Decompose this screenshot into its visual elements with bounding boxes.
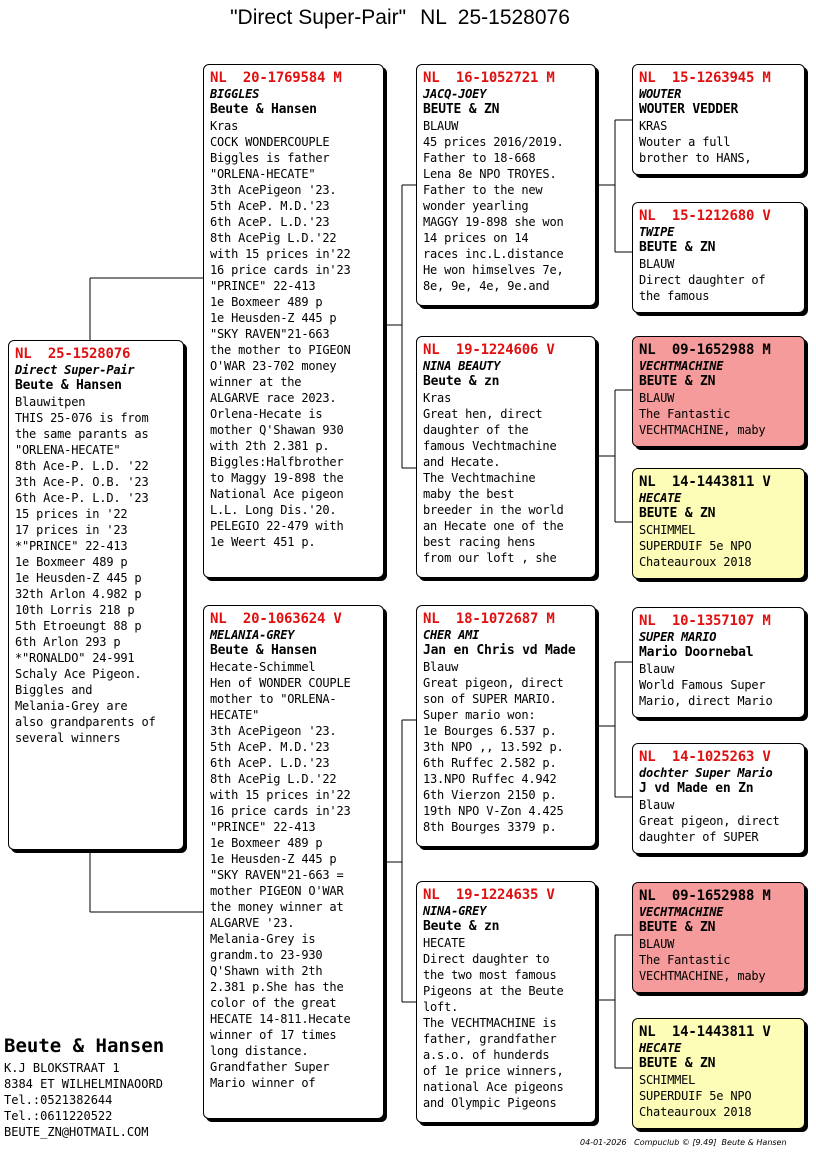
dd-owner: Beute & zn	[423, 919, 500, 934]
ddd-owner: BEUTE & ZN	[639, 1056, 716, 1071]
dsd-ring: NL 14-1025263 V	[639, 749, 771, 765]
subject-note: THIS 25-076 is from the same parants as "ORLENA-HECATE" 8th Ace-P. L.D. '22 3th Ace-P. O.B. '23 6th Ace-P. L.D. '23 15 prices in '22 17 prices in '23 *"PRINCE" 22-413 1e Boxmeer 489 p 1e Heusden-Z 445 p 32th Arlon 4.982 p 10th Lorris 218 p 5th Etroeungt 88 p 6th Arlon 293 p *"RONALDO" 24-991 Schaly Ace Pigeon. Biggles and Melania-Grey are also grandparents of several winners	[15, 411, 156, 745]
sss-card[interactable]	[632, 64, 805, 175]
ss-note: 45 prices 2016/2019. Father to 18-668 Lena 8e NPO TROYES. Father to the new wonder yearling MAGGY 19-898 she won 14 prices on 14 races inc.L.distance He won himselves 7e, 8e, 9e, 4e, 9e.and	[423, 135, 564, 293]
dds-note: The Fantastic VECHTMACHINE, maby	[639, 953, 766, 983]
dds-color: BLAUW	[639, 937, 675, 951]
breeder-info	[4, 1034, 164, 1140]
sss-name: WOUTER	[639, 87, 682, 101]
breeder-tel1: Tel.:0521382644	[4, 1093, 113, 1107]
ds-ring: NL 18-1072687 M	[423, 611, 555, 627]
ds-color: Blauw	[423, 660, 459, 674]
sd-name: NINA BEAUTY	[423, 359, 501, 373]
dds-name: VECHTMACHINE	[639, 905, 724, 919]
ss-card[interactable]	[416, 64, 596, 306]
breeder-tel2: Tel.:0611220522	[4, 1109, 113, 1123]
sds-ring: NL 09-1652988 M	[639, 342, 771, 358]
dam-card[interactable]	[203, 605, 384, 1119]
ds-owner: Jan en Chris vd Made	[423, 643, 576, 658]
ss-ring: NL 16-1052721 M	[423, 70, 555, 86]
sds-card[interactable]	[632, 336, 805, 447]
dam-note: Hen of WONDER COUPLE mother to "ORLENA- HECATE" 3th AcePigeon '23. 5th AceP. M.D.'23 6th AceP. L.D.'23 8th AcePig L.D.'22 with 15 prices in'22 16 price cards in'23 "PRINCE" 22-413 1e Boxmeer 489 p 1e Heusden-Z 445 p "SKY RAVEN"21-663 = mother PIGEON O'WAR the money winner at ALGARVE '23. Melania-Grey is grandm.to 23-930 Q'Shawn with 2th 2.381 p.She has the color of the great HECATE 14-811.Hecate winner of 17 times long distance. Grandfather Super Mario winner of	[210, 676, 351, 1090]
ss-color: BLAUW	[423, 119, 459, 133]
dss-ring: NL 10-1357107 M	[639, 613, 771, 629]
ssd-color: BLAUW	[639, 257, 675, 271]
sd-note: Great hen, direct daughter of the famous Vechtmachine and Hecate. The Vechtmachine maby the best breeder in the world an Hecate one of the best racing hens from our loft , she	[423, 407, 564, 565]
sire-owner: Beute & Hansen	[210, 102, 317, 117]
subject-name: Direct Super-Pair	[15, 363, 135, 377]
dd-ring: NL 19-1224635 V	[423, 887, 555, 903]
subject-ring: NL 25-1528076	[15, 346, 131, 362]
sss-owner: WOUTER VEDDER	[639, 102, 739, 117]
sdd-name: HECATE	[639, 491, 682, 505]
dam-name: MELANIA-GREY	[210, 628, 295, 642]
dam-color: Hecate-Schimmel	[210, 660, 316, 674]
dsd-note: Great pigeon, direct daughter of SUPER	[639, 814, 780, 844]
dd-color: HECATE	[423, 936, 466, 950]
ssd-card[interactable]	[632, 202, 805, 313]
dss-color: Blauw	[639, 662, 675, 676]
ssd-ring: NL 15-1212680 V	[639, 208, 771, 224]
sire-ring: NL 20-1769584 M	[210, 70, 342, 86]
dss-note: World Famous Super Mario, direct Mario	[639, 678, 773, 708]
subject-color: Blauwitpen	[15, 395, 86, 409]
sire-name: BIGGLES	[210, 87, 260, 101]
sds-note: The Fantastic VECHTMACHINE, maby	[639, 407, 766, 437]
breeder-email: BEUTE_ZN@HOTMAIL.COM	[4, 1125, 149, 1139]
dsd-owner: J vd Made en Zn	[639, 781, 754, 796]
sds-name: VECHTMACHINE	[639, 359, 724, 373]
dam-ring: NL 20-1063624 V	[210, 611, 342, 627]
subject-card[interactable]	[8, 340, 184, 850]
title-ring: NL 25-1528076	[420, 6, 570, 29]
sd-color: Kras	[423, 391, 452, 405]
ds-note: Great pigeon, direct son of SUPER MARIO. Super mario won: 1e Bourges 6.537 p. 3th NPO ,, 13.592 p. 6th Ruffec 2.582 p. 13.NPO Ruffec 4.942 6th Vierzon 2150 p. 19th NPO V-Zon 4.425 8th Bourges 3379 p.	[423, 676, 564, 834]
sire-card[interactable]	[203, 64, 384, 578]
sire-color: Kras	[210, 119, 239, 133]
sdd-color: SCHIMMEL	[639, 523, 696, 537]
subject-owner: Beute & Hansen	[15, 378, 122, 393]
ds-card[interactable]	[416, 605, 596, 847]
dds-owner: BEUTE & ZN	[639, 920, 716, 935]
title-text: "Direct Super-Pair"	[230, 6, 407, 29]
footer-credit: 04-01-2026 Compuclub © [9.49] Beute & Hansen	[580, 1138, 787, 1147]
dds-ring: NL 09-1652988 M	[639, 888, 771, 904]
sdd-owner: BEUTE & ZN	[639, 506, 716, 521]
sss-color: KRAS	[639, 119, 668, 133]
sd-owner: Beute & zn	[423, 374, 500, 389]
breeder-name: Beute & Hansen	[4, 1035, 165, 1057]
sds-owner: BEUTE & ZN	[639, 374, 716, 389]
dd-note: Direct daughter to the two most famous Pigeons at the Beute loft. The VECHTMACHINE is father, grandfather a.s.o. of hunderds of 1e price winners, national Ace pigeons and Olympic Pigeons	[423, 952, 564, 1110]
dss-owner: Mario Doornebal	[639, 645, 754, 660]
breeder-city: 8384 ET WILHELMINAOORD	[4, 1077, 163, 1091]
sire-note: COCK WONDERCOUPLE Biggles is father "ORLENA-HECATE" 3th AcePigeon '23. 5th AceP. M.D.'23 6th AceP. L.D.'23 8th AcePig L.D.'22 with 15 prices in'22 16 price cards in'23 "PRINCE" 22-413 1e Boxmeer 489 p 1e Heusden-Z 445 p "SKY RAVEN"21-663 the mother to PIGEON O'WAR 23-702 money winner at the ALGARVE race 2023. Orlena-Hecate is mother Q'Shawan 930 with 2th 2.381 p. Biggles:Halfbrother to Maggy 19-898 the National Ace pigeon L.L. Long Dis.'20. PELEGIO 22-479 with 1e Weert 451 p.	[210, 135, 351, 549]
sss-ring: NL 15-1263945 M	[639, 70, 771, 86]
dam-owner: Beute & Hansen	[210, 643, 317, 658]
dsd-name: dochter Super Mario	[639, 766, 773, 780]
ds-name: CHER AMI	[423, 628, 480, 642]
sd-ring: NL 19-1224606 V	[423, 342, 555, 358]
ssd-owner: BEUTE & ZN	[639, 240, 716, 255]
sdd-ring: NL 14-1443811 V	[639, 474, 771, 490]
dds-card[interactable]	[632, 882, 805, 993]
ssd-name: TWIPE	[639, 225, 675, 239]
sdd-note: SUPERDUIF 5e NPO Chateauroux 2018	[639, 539, 752, 569]
ss-owner: BEUTE & ZN	[423, 102, 500, 117]
sd-card[interactable]	[416, 336, 596, 578]
ddd-name: HECATE	[639, 1041, 682, 1055]
dsd-card[interactable]	[632, 743, 805, 854]
breeder-address: K.J BLOKSTRAAT 1	[4, 1061, 120, 1075]
dd-card[interactable]	[416, 881, 596, 1123]
dsd-color: Blauw	[639, 798, 675, 812]
sss-note: Wouter a full brother to HANS,	[639, 135, 752, 165]
sdd-card[interactable]	[632, 468, 805, 579]
dd-name: NINA-GREY	[423, 904, 487, 918]
dss-name: SUPER MARIO	[639, 630, 717, 644]
ddd-note: SUPERDUIF 5e NPO Chateauroux 2018	[639, 1089, 752, 1119]
dss-card[interactable]	[632, 607, 805, 718]
ddd-card[interactable]	[632, 1018, 805, 1129]
ss-name: JACQ-JOEY	[423, 87, 487, 101]
ssd-note: Direct daughter of the famous	[639, 273, 766, 303]
sds-color: BLAUW	[639, 391, 675, 405]
ddd-ring: NL 14-1443811 V	[639, 1024, 771, 1040]
ddd-color: SCHIMMEL	[639, 1073, 696, 1087]
